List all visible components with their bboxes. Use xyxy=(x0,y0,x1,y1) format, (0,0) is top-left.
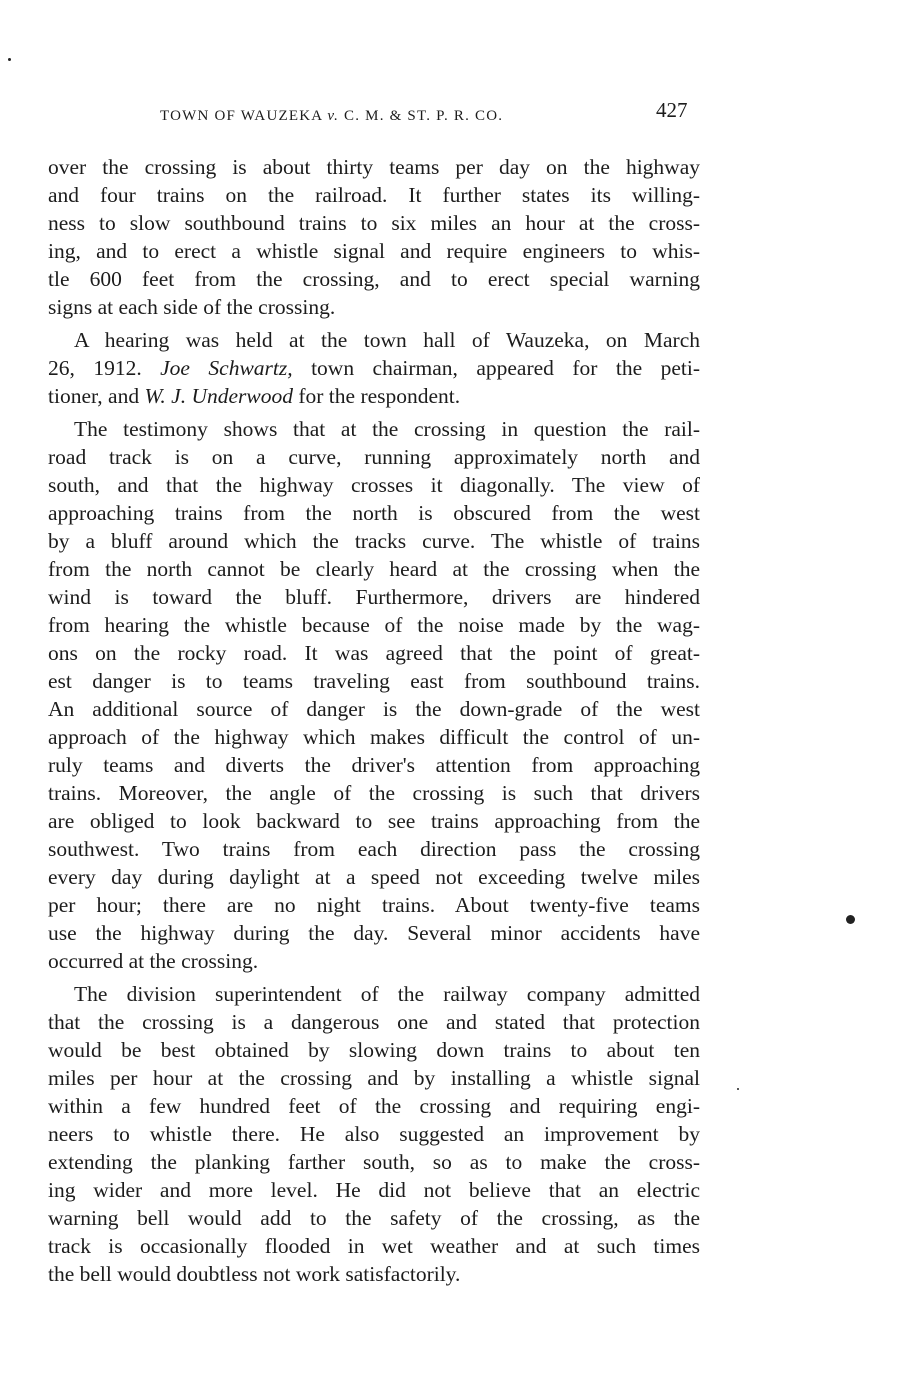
text-line: the bell would doubtless not work satisfactorily. xyxy=(48,1262,461,1286)
text-line: every day during daylight at a speed not exceeding twelve miles xyxy=(48,865,700,889)
text-line xyxy=(48,382,700,410)
running-head-versus: v. xyxy=(327,108,340,124)
text-line: miles per hour at the crossing and by installing a whistle signal xyxy=(48,1066,700,1090)
text-line: signs at each side of the crossing. xyxy=(48,295,336,319)
body-text xyxy=(48,153,700,1288)
paragraph-2 xyxy=(48,326,700,410)
paragraph-3 xyxy=(48,415,700,975)
text-span: tioner, and xyxy=(48,384,145,408)
text-line: from hearing the whistle because of the noise made by the wag- xyxy=(48,613,700,637)
text-line: would be best obtained by slowing down trains to about ten xyxy=(48,1038,700,1062)
ink-speck xyxy=(737,1088,739,1090)
text-line: trains. Moreover, the angle of the crossing is such that drivers xyxy=(48,781,700,805)
text-line: occurred at the crossing. xyxy=(48,949,259,973)
text-line: southwest. Two trains from each direction pass the crossing xyxy=(48,837,700,861)
text-line: neers to whistle there. He also suggested an improvement by xyxy=(48,1122,700,1146)
text-line xyxy=(48,354,700,382)
ink-speck xyxy=(846,915,855,924)
text-line: ness to slow southbound trains to six miles an hour at the cross- xyxy=(48,211,700,235)
petitioner-name: Joe Schwartz, xyxy=(160,356,293,380)
text-line: A hearing was held at the town hall of Wauzeka, on March xyxy=(74,328,700,352)
text-line: over the crossing is about thirty teams per day on the highway xyxy=(48,155,700,179)
text-line: and four trains on the railroad. It further states its willing- xyxy=(48,183,700,207)
text-line: road track is on a curve, running approximately north and xyxy=(48,445,700,469)
text-span: 26, 1912. xyxy=(48,356,161,380)
text-line: from the north cannot be clearly heard at the crossing when the xyxy=(48,557,700,581)
text-line: An additional source of danger is the down-grade of the west xyxy=(48,697,700,721)
text-span: for the respondent. xyxy=(292,384,461,408)
text-line: warning bell would add to the safety of the crossing, as the xyxy=(48,1206,700,1230)
text-line: The testimony shows that at the crossing in question the rail- xyxy=(74,417,700,441)
running-head-title-start: TOWN OF WAUZEKA xyxy=(160,108,328,124)
text-line: extending the planking farther south, so as to make the cross- xyxy=(48,1150,700,1174)
text-line: south, and that the highway crosses it diagonally. The view of xyxy=(48,473,700,497)
text-line: ruly teams and diverts the driver's attention from approaching xyxy=(48,753,700,777)
text-line: est danger is to teams traveling east from southbound trains. xyxy=(48,669,700,693)
paragraph-1 xyxy=(48,153,700,321)
text-line: by a bluff around which the tracks curve. The whistle of trains xyxy=(48,529,700,553)
text-line: within a few hundred feet of the crossing and requiring engi- xyxy=(48,1094,700,1118)
ink-speck xyxy=(8,58,11,61)
text-line: ing, and to erect a whistle signal and require engineers to whis- xyxy=(48,239,700,263)
text-span: town chairman, appeared for the peti- xyxy=(292,356,700,380)
text-line: approach of the highway which makes difficult the control of un- xyxy=(48,725,700,749)
respondent-name: W. J. Underwood xyxy=(144,384,293,408)
paragraph-4 xyxy=(48,980,700,1288)
text-line: are obliged to look backward to see trains approaching from the xyxy=(48,809,700,833)
text-line: per hour; there are no night trains. About twenty-five teams xyxy=(48,893,700,917)
running-head xyxy=(160,108,503,125)
text-line: wind is toward the bluff. Furthermore, drivers are hindered xyxy=(48,585,700,609)
running-head-title-end: C. M. & ST. P. R. CO. xyxy=(339,108,504,124)
text-line: The division superintendent of the railway company admitted xyxy=(74,982,700,1006)
text-line: approaching trains from the north is obscured from the west xyxy=(48,501,700,525)
text-line: ons on the rocky road. It was agreed that the point of great- xyxy=(48,641,700,665)
text-line: that the crossing is a dangerous one and stated that protection xyxy=(48,1010,700,1034)
text-line: use the highway during the day. Several minor accidents have xyxy=(48,921,700,945)
text-line: track is occasionally flooded in wet weather and at such times xyxy=(48,1234,700,1258)
page-number: 427 xyxy=(656,98,688,122)
text-line: tle 600 feet from the crossing, and to erect special warning xyxy=(48,267,700,291)
text-line: ing wider and more level. He did not believe that an electric xyxy=(48,1178,700,1202)
